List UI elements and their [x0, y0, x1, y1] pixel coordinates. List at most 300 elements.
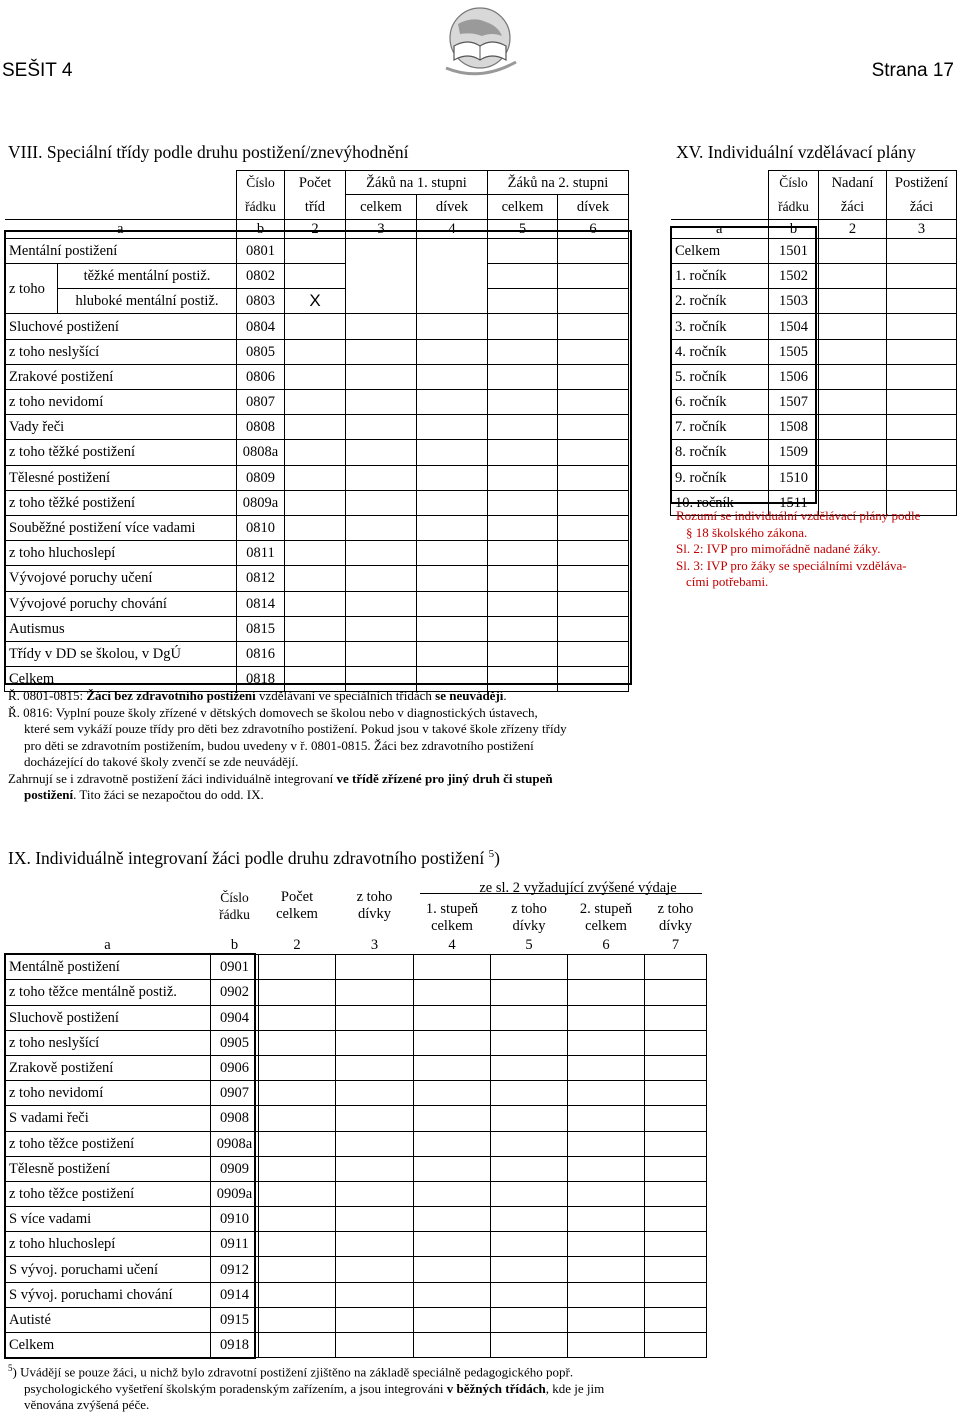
note-line: $^5$) Uvádějí se pouze žáci, u nichž bylo zdravotní postižení zjištěno na základě speciálně pedagogického popř.: [8, 1363, 574, 1380]
input-cell[interactable]: [488, 289, 558, 314]
input-cell[interactable]: [417, 616, 488, 641]
input-cell[interactable]: [285, 541, 346, 566]
input-cell[interactable]: [645, 1257, 707, 1282]
ztoho-group-cell: [5, 264, 237, 314]
input-cell[interactable]: [819, 264, 887, 289]
table-row: [5, 980, 707, 1005]
input-cell[interactable]: [417, 238, 488, 263]
col-index-a: a: [5, 219, 237, 238]
input-cell[interactable]: [417, 490, 488, 515]
input-cell[interactable]: [491, 1232, 568, 1257]
input-cell[interactable]: [491, 1282, 568, 1307]
row-code: 1510: [769, 465, 819, 490]
table-row: [5, 1081, 707, 1106]
table-ix: [4, 876, 707, 1358]
input-cell[interactable]: [414, 1005, 491, 1030]
input-cell[interactable]: [285, 314, 346, 339]
note-line: pro děti se zdravotním postižením, budou uvedeny v ř. 0801-0815. Žáci bez zdravotního postižení: [24, 737, 534, 753]
row-code: 0811: [237, 541, 285, 566]
input-cell[interactable]: [488, 264, 558, 289]
input-cell[interactable]: [887, 364, 957, 389]
header-right: Strana 17: [871, 60, 954, 81]
table-row: [671, 289, 957, 314]
row-label: 10. ročník: [671, 490, 769, 515]
row-label: z toho neslyšící: [5, 339, 237, 364]
input-cell[interactable]: [417, 591, 488, 616]
input-cell[interactable]: [558, 465, 629, 490]
input-cell[interactable]: [259, 1181, 336, 1206]
table-row: [5, 1181, 707, 1206]
input-cell[interactable]: [488, 616, 558, 641]
input-cell[interactable]: [645, 1005, 707, 1030]
input-cell[interactable]: [645, 1307, 707, 1332]
input-cell[interactable]: [285, 515, 346, 540]
input-cell[interactable]: [414, 980, 491, 1005]
input-cell[interactable]: [491, 1055, 568, 1080]
input-cell[interactable]: [346, 238, 417, 263]
input-cell[interactable]: [414, 955, 491, 980]
input-cell[interactable]: [558, 238, 629, 263]
input-cell[interactable]: [417, 289, 488, 314]
input-cell[interactable]: [568, 1131, 645, 1156]
input-cell[interactable]: [336, 1257, 414, 1282]
input-cell[interactable]: [887, 465, 957, 490]
input-cell[interactable]: [417, 515, 488, 540]
row-code: 0812: [237, 566, 285, 591]
row-code: 0907: [211, 1081, 259, 1106]
row-code: 1501: [769, 238, 819, 263]
input-cell[interactable]: [491, 1181, 568, 1206]
col-header-stupen-1: 1. stupeň celkem: [425, 901, 479, 935]
input-cell[interactable]: [568, 1282, 645, 1307]
input-cell[interactable]: [417, 566, 488, 591]
col-header-divek-2: dívek: [558, 195, 629, 220]
input-cell[interactable]: [336, 1282, 414, 1307]
row-code: 1506: [769, 364, 819, 389]
table-row: [5, 1131, 707, 1156]
row-label: 6. ročník: [671, 390, 769, 415]
row-label: z toho nevidomí: [5, 390, 237, 415]
col-header-ztoho-divky-1: z toho dívky: [511, 901, 547, 935]
input-cell[interactable]: [417, 641, 488, 666]
input-cell[interactable]: [887, 390, 957, 415]
input-cell[interactable]: [285, 566, 346, 591]
input-cell[interactable]: [568, 955, 645, 980]
row-code: 0802: [237, 264, 285, 289]
input-cell[interactable]: [259, 1207, 336, 1232]
input-cell[interactable]: [414, 1307, 491, 1332]
input-cell[interactable]: [259, 1030, 336, 1055]
col-header-cislo: Číslo: [237, 171, 285, 195]
input-cell[interactable]: [645, 1156, 707, 1181]
row-label: S vadami řeči: [5, 1106, 211, 1131]
input-cell[interactable]: [285, 390, 346, 415]
input-cell[interactable]: [568, 1181, 645, 1206]
empty: [5, 900, 211, 936]
input-cell[interactable]: [558, 440, 629, 465]
input-cell[interactable]: [568, 1307, 645, 1332]
input-cell[interactable]: [558, 591, 629, 616]
input-cell[interactable]: [558, 289, 629, 314]
input-cell[interactable]: [259, 1232, 336, 1257]
input-cell[interactable]: [488, 591, 558, 616]
input-cell[interactable]: [414, 1207, 491, 1232]
input-cell[interactable]: [488, 641, 558, 666]
input-cell[interactable]: [488, 415, 558, 440]
input-cell[interactable]: [488, 364, 558, 389]
input-cell[interactable]: [285, 465, 346, 490]
input-cell[interactable]: [645, 980, 707, 1005]
input-cell[interactable]: [819, 465, 887, 490]
col-index-5: 5: [525, 937, 533, 954]
section-xv-notes: [676, 508, 956, 591]
note-line: Ř. 0816: Vyplní pouze školy zřízené v dětských domovech se školou nebo v diagnostických ústavech,: [8, 704, 538, 720]
input-cell[interactable]: [346, 641, 417, 666]
input-cell[interactable]: [259, 1156, 336, 1181]
col-index-b: b: [769, 219, 819, 238]
input-cell[interactable]: [259, 1106, 336, 1131]
input-cell[interactable]: [568, 980, 645, 1005]
row-label: z toho těžce mentálně postiž.: [5, 980, 211, 1005]
input-cell[interactable]: [285, 238, 346, 263]
input-cell[interactable]: [488, 440, 558, 465]
input-cell[interactable]: [488, 566, 558, 591]
input-cell[interactable]: [488, 390, 558, 415]
input-cell[interactable]: [491, 1005, 568, 1030]
section-viii-title: VIII. Speciální třídy podle druhu postižení/znevýhodnění: [8, 142, 409, 162]
input-cell[interactable]: [645, 1207, 707, 1232]
input-cell[interactable]: [285, 440, 346, 465]
col-index-3: 3: [887, 219, 957, 238]
input-cell[interactable]: [414, 1257, 491, 1282]
globe-book-logo-icon: [428, 2, 528, 84]
input-cell[interactable]: [491, 1030, 568, 1055]
col-index-7: 7: [671, 937, 680, 954]
input-cell[interactable]: [336, 1081, 414, 1106]
input-cell[interactable]: [488, 490, 558, 515]
input-cell[interactable]: [568, 1333, 645, 1358]
table-row: [671, 339, 957, 364]
input-cell[interactable]: [336, 1307, 414, 1332]
input-cell[interactable]: [568, 1106, 645, 1131]
input-cell[interactable]: [346, 490, 417, 515]
input-cell[interactable]: [336, 1207, 414, 1232]
row-code: 0806: [237, 364, 285, 389]
input-cell[interactable]: [558, 541, 629, 566]
header-left: SEŠIT 4: [2, 60, 73, 81]
input-cell[interactable]: [887, 415, 957, 440]
input-cell[interactable]: [285, 490, 346, 515]
empty: [5, 171, 237, 195]
input-cell[interactable]: [558, 390, 629, 415]
row-code: 0814: [237, 591, 285, 616]
input-cell[interactable]: [488, 465, 558, 490]
input-cell[interactable]: [414, 1081, 491, 1106]
input-cell[interactable]: [336, 1030, 414, 1055]
input-cell[interactable]: [819, 289, 887, 314]
row-code: 0801: [237, 238, 285, 263]
input-cell[interactable]: [414, 1156, 491, 1181]
input-cell[interactable]: [645, 1081, 707, 1106]
input-cell[interactable]: [414, 1131, 491, 1156]
input-cell[interactable]: [346, 415, 417, 440]
col-index-2: 2: [285, 219, 346, 238]
input-cell[interactable]: [645, 1030, 707, 1055]
input-cell[interactable]: [887, 440, 957, 465]
input-cell[interactable]: [491, 1307, 568, 1332]
input-cell[interactable]: [568, 1005, 645, 1030]
input-cell[interactable]: [336, 1131, 414, 1156]
input-cell[interactable]: [819, 314, 887, 339]
input-cell[interactable]: [568, 1207, 645, 1232]
table-row: [5, 515, 629, 540]
row-code: 0909: [211, 1156, 259, 1181]
input-cell[interactable]: [417, 314, 488, 339]
input-cell[interactable]: [414, 1333, 491, 1358]
section-ix-footnote: [8, 1360, 948, 1414]
input-cell[interactable]: [488, 314, 558, 339]
row-label: z toho těžké postižení: [5, 440, 237, 465]
note-line: Sl. 3: IVP pro žáky se speciálními vzděláva-: [676, 557, 907, 573]
col-header-vydaje: ze sl. 2 vyžadující zvýšené výdaje: [479, 880, 677, 897]
ztoho-label: z toho: [5, 264, 58, 313]
input-cell[interactable]: [346, 314, 417, 339]
input-cell[interactable]: [558, 490, 629, 515]
col-header-divek-1: dívek: [417, 195, 488, 220]
input-cell[interactable]: [417, 541, 488, 566]
input-cell[interactable]: [285, 616, 346, 641]
input-cell[interactable]: [558, 616, 629, 641]
input-cell[interactable]: [488, 541, 558, 566]
input-cell[interactable]: [491, 1131, 568, 1156]
input-cell[interactable]: [819, 440, 887, 465]
input-cell[interactable]: [887, 289, 957, 314]
input-cell[interactable]: [346, 264, 417, 289]
input-cell[interactable]: [285, 364, 346, 389]
col-header-stupen-2: 2. stupeň celkem: [579, 901, 633, 935]
input-cell[interactable]: [346, 541, 417, 566]
input-cell[interactable]: [336, 1232, 414, 1257]
note-line: cími potřebami.: [686, 574, 769, 589]
input-cell[interactable]: [558, 415, 629, 440]
input-cell[interactable]: [819, 339, 887, 364]
input-cell[interactable]: [336, 1055, 414, 1080]
input-cell[interactable]: [259, 955, 336, 980]
row-label: Tělesné postižení: [5, 465, 237, 490]
row-label: Sluchové postižení: [5, 314, 237, 339]
input-cell[interactable]: [417, 264, 488, 289]
input-cell[interactable]: [336, 1333, 414, 1358]
row-code: 0815: [237, 616, 285, 641]
input-cell[interactable]: [819, 364, 887, 389]
input-cell[interactable]: [819, 415, 887, 440]
input-cell[interactable]: [259, 1282, 336, 1307]
input-cell[interactable]: [414, 1232, 491, 1257]
input-cell[interactable]: [819, 390, 887, 415]
row-code: 0909a: [211, 1181, 259, 1206]
input-cell[interactable]: [491, 1106, 568, 1131]
input-cell[interactable]: [887, 264, 957, 289]
input-cell[interactable]: [645, 1333, 707, 1358]
input-cell[interactable]: [558, 264, 629, 289]
input-cell[interactable]: [259, 1005, 336, 1030]
table-row: [5, 1232, 707, 1257]
input-cell[interactable]: [259, 1131, 336, 1156]
input-cell[interactable]: [346, 289, 417, 314]
row-code: 1505: [769, 339, 819, 364]
input-cell[interactable]: [645, 955, 707, 980]
input-cell[interactable]: [491, 1207, 568, 1232]
input-cell[interactable]: [346, 339, 417, 364]
input-cell[interactable]: [336, 955, 414, 980]
input-cell[interactable]: [346, 566, 417, 591]
input-cell[interactable]: [558, 314, 629, 339]
input-cell[interactable]: [558, 641, 629, 666]
input-cell[interactable]: [491, 1156, 568, 1181]
input-cell[interactable]: [259, 1307, 336, 1332]
input-cell[interactable]: [417, 339, 488, 364]
input-cell[interactable]: [346, 364, 417, 389]
input-cell[interactable]: [336, 1156, 414, 1181]
input-cell[interactable]: [346, 465, 417, 490]
input-cell[interactable]: [491, 955, 568, 980]
table-row: [5, 364, 629, 389]
input-cell[interactable]: [414, 1055, 491, 1080]
input-cell[interactable]: [285, 415, 346, 440]
input-cell[interactable]: [346, 440, 417, 465]
input-cell[interactable]: [259, 1081, 336, 1106]
table-row: [671, 390, 957, 415]
row-label: z toho hluchoslepí: [5, 1232, 211, 1257]
input-cell[interactable]: [568, 1232, 645, 1257]
input-cell[interactable]: [285, 339, 346, 364]
row-label: Mentálně postižení: [5, 955, 211, 980]
note-line: Zahrnují se i zdravotně postižení žáci individuálně integrovaní ve třídě zřízené pro jiný druh či stupeň: [8, 770, 553, 786]
input-cell[interactable]: [491, 1257, 568, 1282]
row-label: těžké mentální postiž.: [58, 264, 236, 289]
input-cell[interactable]: [568, 1156, 645, 1181]
input-cell[interactable]: [336, 1106, 414, 1131]
input-cell[interactable]: [417, 390, 488, 415]
input-cell[interactable]: [336, 980, 414, 1005]
input-cell[interactable]: [259, 980, 336, 1005]
col-header-zaku-2: Žáků na 2. stupni: [488, 171, 629, 195]
col-header-postizeni: Postižení: [887, 171, 957, 195]
input-cell[interactable]: [568, 1257, 645, 1282]
input-cell[interactable]: [259, 1055, 336, 1080]
row-code: 1503: [769, 289, 819, 314]
empty: [671, 171, 769, 195]
input-cell[interactable]: [285, 264, 346, 289]
table-row: [5, 1030, 707, 1055]
row-code: 0808: [237, 415, 285, 440]
col-index-3: 3: [346, 219, 417, 238]
row-label: z toho těžce postižení: [5, 1131, 211, 1156]
table-row: [5, 1282, 707, 1307]
input-cell[interactable]: [259, 1257, 336, 1282]
row-label: Vývojové poruchy učení: [5, 566, 237, 591]
input-cell[interactable]: [887, 339, 957, 364]
input-cell[interactable]: [887, 238, 957, 263]
input-cell[interactable]: [259, 1333, 336, 1358]
input-cell[interactable]: [285, 641, 346, 666]
input-cell[interactable]: [336, 1005, 414, 1030]
col-header-zaci: žáci: [887, 195, 957, 220]
input-cell[interactable]: [346, 390, 417, 415]
input-cell[interactable]: [568, 1055, 645, 1080]
input-cell[interactable]: [645, 1282, 707, 1307]
col-header-celkem-1: celkem: [346, 195, 417, 220]
row-code: 0915: [211, 1307, 259, 1332]
table-row: [5, 616, 629, 641]
table-row: [5, 465, 629, 490]
input-cell[interactable]: [346, 616, 417, 641]
input-cell[interactable]: [645, 1131, 707, 1156]
input-cell[interactable]: [414, 1030, 491, 1055]
input-cell[interactable]: [417, 465, 488, 490]
input-cell[interactable]: [568, 1030, 645, 1055]
note-line: Rozumí se individuální vzdělávací plány podle: [676, 508, 921, 523]
input-cell[interactable]: [346, 591, 417, 616]
input-cell[interactable]: [414, 1282, 491, 1307]
input-cell[interactable]: [491, 1081, 568, 1106]
input-cell[interactable]: [645, 1232, 707, 1257]
input-cell[interactable]: [414, 1181, 491, 1206]
col-index-a: a: [671, 219, 769, 238]
row-code: 0908: [211, 1106, 259, 1131]
input-cell[interactable]: [417, 415, 488, 440]
row-code: 0905: [211, 1030, 259, 1055]
col-header-ztoho-divky-2: z toho dívky: [657, 901, 694, 935]
input-cell[interactable]: [558, 515, 629, 540]
col-header-celkem-2: celkem: [488, 195, 558, 220]
input-cell[interactable]: [491, 980, 568, 1005]
input-cell[interactable]: [558, 566, 629, 591]
input-cell[interactable]: [417, 364, 488, 389]
input-cell[interactable]: [285, 591, 346, 616]
input-cell[interactable]: [417, 440, 488, 465]
input-cell[interactable]: [568, 1081, 645, 1106]
input-cell[interactable]: [488, 339, 558, 364]
row-label: 2. ročník: [671, 289, 769, 314]
input-cell[interactable]: [488, 515, 558, 540]
row-code: 0910: [211, 1207, 259, 1232]
row-label: S více vadami: [5, 1207, 211, 1232]
input-cell[interactable]: [558, 364, 629, 389]
input-cell[interactable]: [346, 515, 417, 540]
input-cell[interactable]: [414, 1106, 491, 1131]
input-cell[interactable]: [336, 1181, 414, 1206]
input-cell[interactable]: [645, 1181, 707, 1206]
row-label: z toho těžké postižení: [5, 490, 237, 515]
input-cell[interactable]: [645, 1055, 707, 1080]
row-label: Zrakově postižení: [5, 1055, 211, 1080]
input-cell[interactable]: [558, 339, 629, 364]
row-code: 1509: [769, 440, 819, 465]
input-cell[interactable]: [645, 1106, 707, 1131]
col-index-b: b: [237, 219, 285, 238]
row-code: 0906: [211, 1055, 259, 1080]
col-index-4: 4: [448, 937, 456, 954]
input-cell[interactable]: [491, 1333, 568, 1358]
table-row: [5, 541, 629, 566]
table-row: [5, 1307, 707, 1332]
input-cell[interactable]: [819, 238, 887, 263]
input-cell[interactable]: [887, 314, 957, 339]
note-line: Ř. 0801-0815: Žáci bez zdravotního postižení vzdělávaní ve speciálních třídách se neuvádějí.: [8, 688, 507, 703]
col-header-pocet-celkem: Počet celkem: [276, 889, 318, 923]
input-cell[interactable]: [488, 238, 558, 263]
